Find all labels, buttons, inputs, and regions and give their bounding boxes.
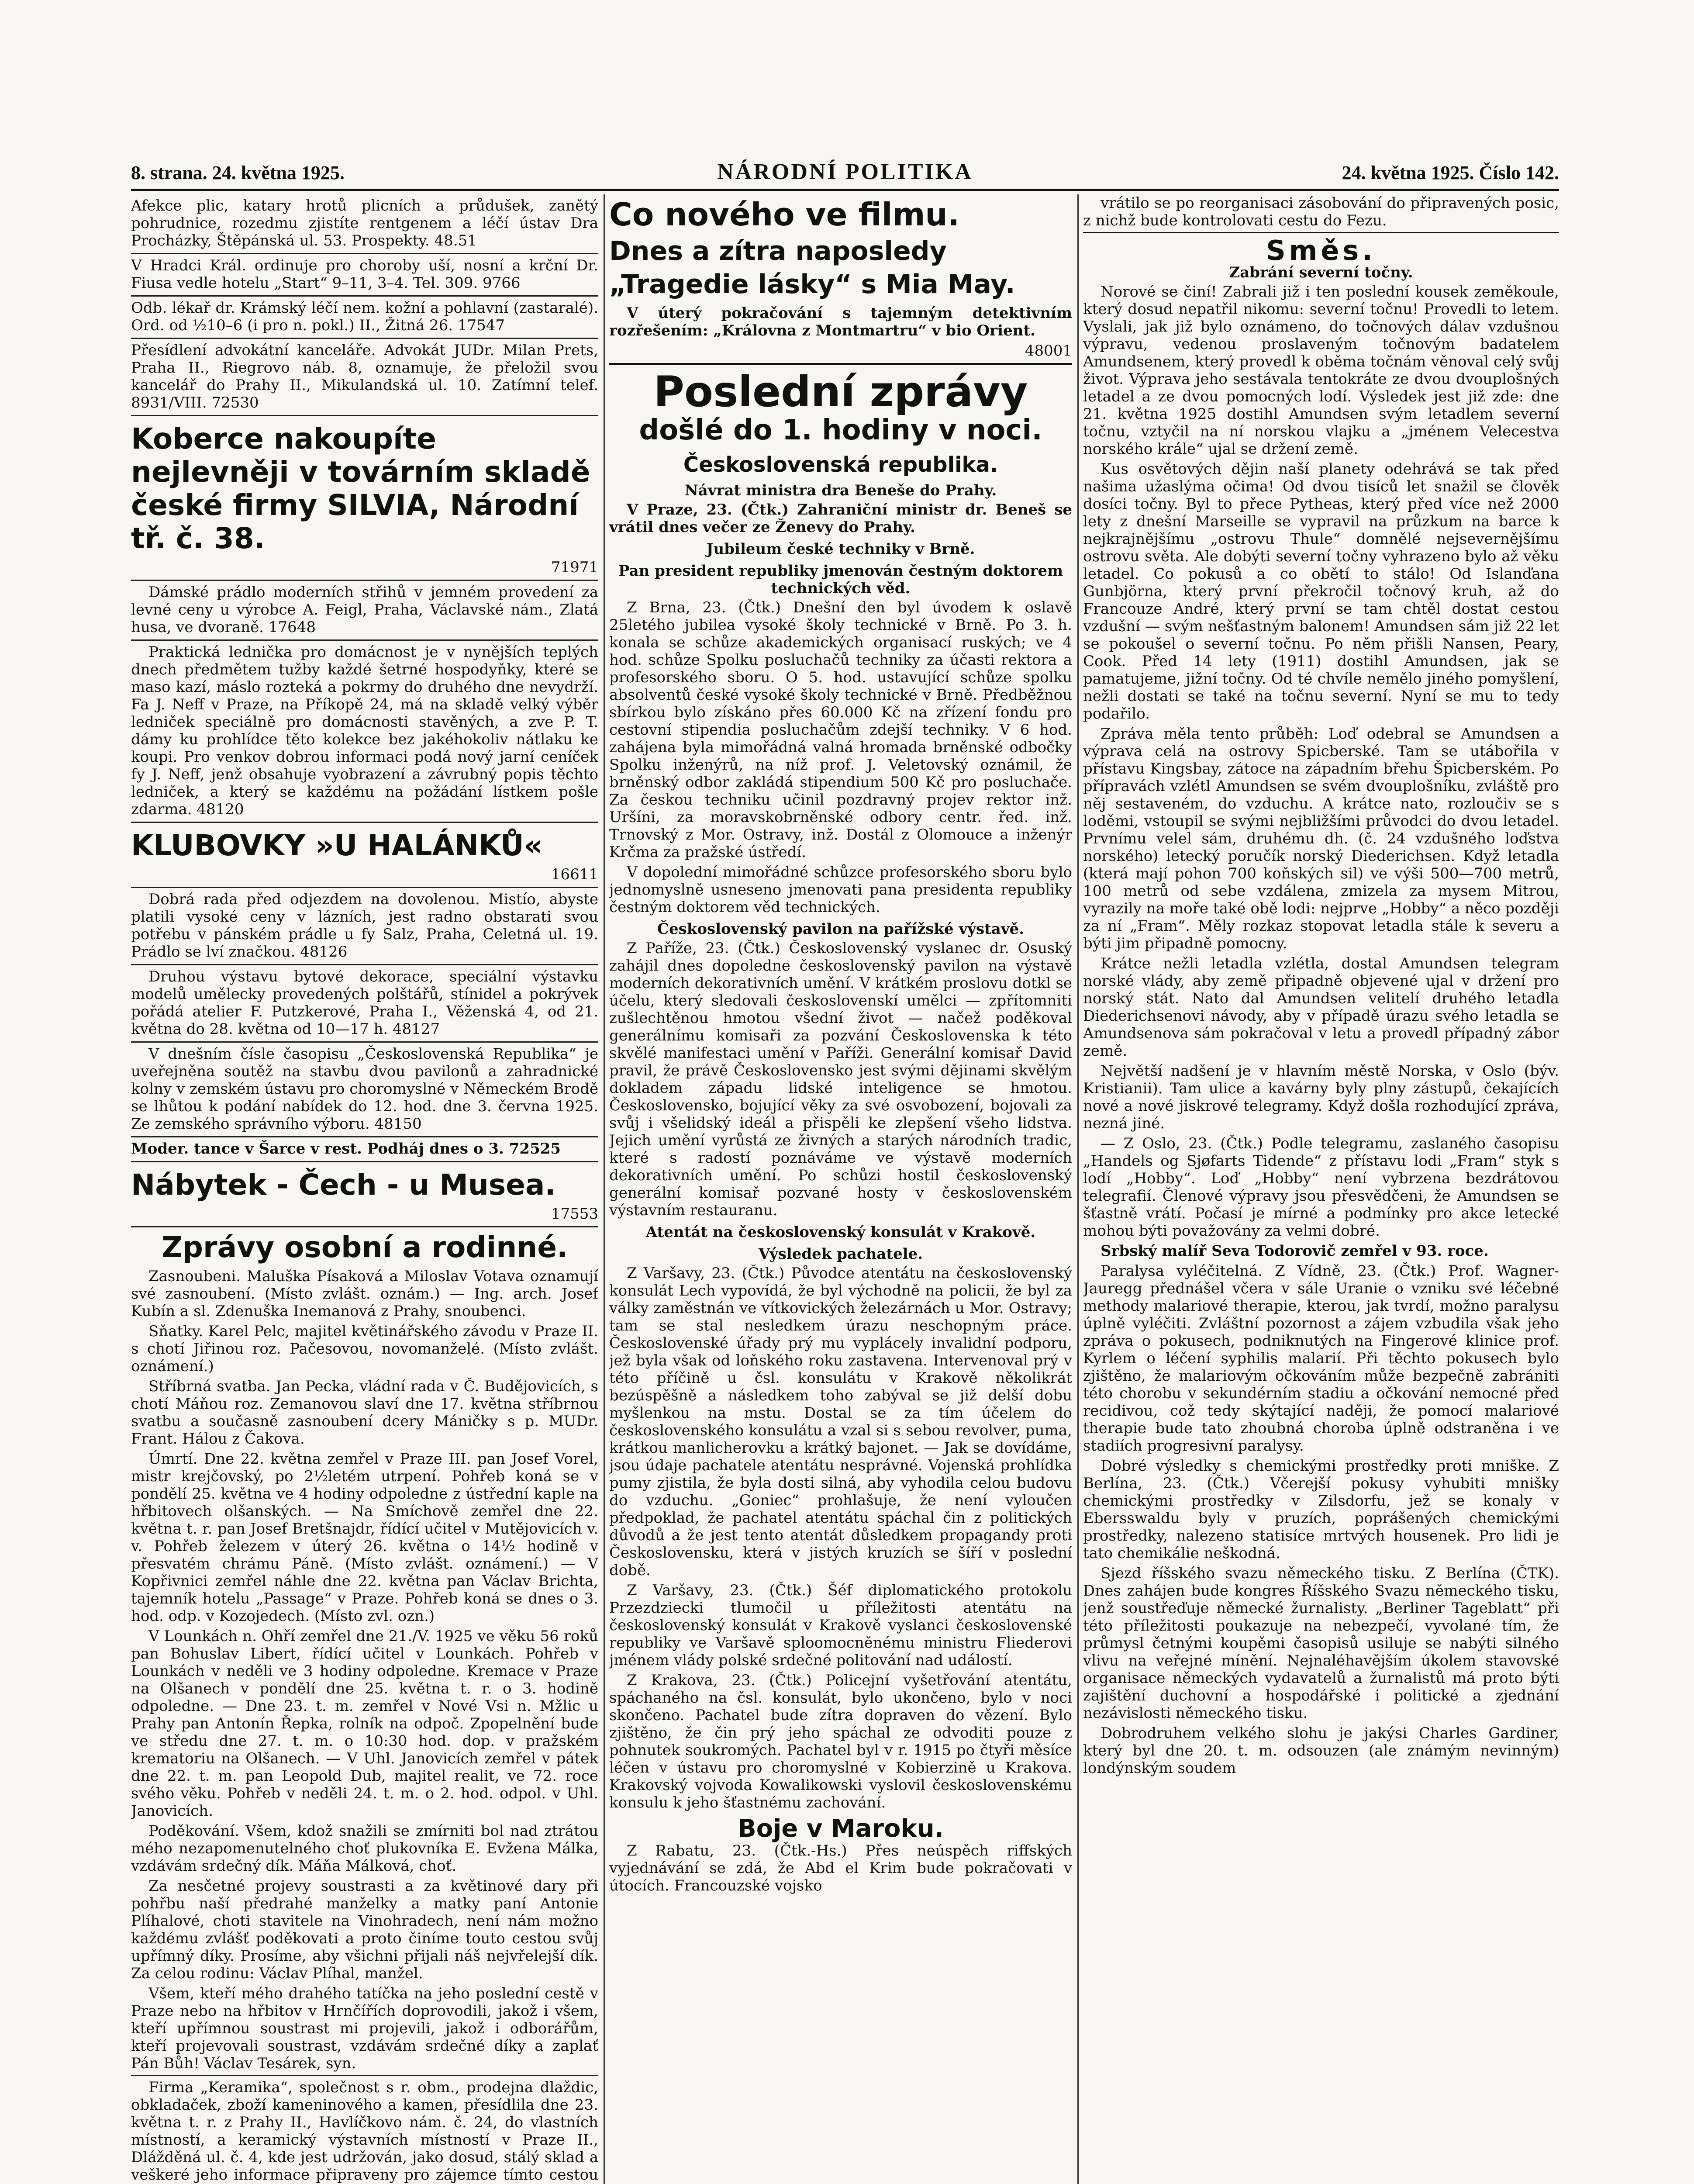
- masthead: NÁRODNÍ POLITIKA: [717, 159, 973, 184]
- article-text: Krátce nežli letadla vzlétla, dostal Amundsen telegram norské vlády, aby země připadně objevené ujal v držení pro norský stát. Nato dal Amundsen velitelí druhého letadla Diederichsenovi návody, aby v případě úrazu svého letadla se Amundsenova sám pokračoval v letu a provedl případný zábor země.: [1083, 955, 1559, 1060]
- classified-ad: Odb. lékař dr. Krámský léčí nem. kožní a pohlavní (zastaralé). Ord. od ½10–6 (i pro n. pokl.) II., Žitná 26. 17547: [131, 297, 598, 339]
- film-text: V úterý pokračování s tajemným detektivním rozřešením: „Královna z Montmartru“ v bio Orient.: [609, 304, 1072, 339]
- film-tragedie: Dnes a zítra naposledy „Tragedie lásky“ s Mia May.: [609, 236, 1015, 300]
- keramika-ad: Firma „Keramika“, společnost s r. obm., prodejna dlaždic, obkladaček, zboží kameninového a kamen, přesídlila dne 23. května t. r. z Prahy II., Havlíčkovo nám. č. 24, do vlastních místností, a keramický výstavních místností v Praze II., Dlážděná ul. č. 4, kde jest udržován, jako dosud, stálý sklad a veškeré jeho informace připraveny pro zájemce tímto cestou: [131, 2075, 598, 2184]
- notice: Poděkování. Všem, kdož snažili se zmírniti bol nad ztrátou mého nezapomenutelného choť plukovníka E. Evžena Málka, vzdávám srdečný dík. Máňa Málková, choť.: [131, 1822, 598, 1875]
- article-headline: Jubileum české techniky v Brně.: [706, 540, 975, 558]
- article-text: Z Krakova, 23. (Čtk.) Policejní vyšetřování atentátu, spáchaného na čsl. konsulát, bylo ukončeno, bylo v noci skončeno. Pachatel bude zítra dopraven do vězení. Bylo zjištěno, že čin prý jeho spáchal ze odvoditi pouze z pohnutek soukromých. Pachatel byl v r. 1915 po čtyři měsíce léčen v ústavu pro choromyslné v Kobierzině u Krakova. Krakovský vojvoda Kowalikowski vyslovil československému konsulu k jeho šťastnému zachování.: [609, 1672, 1072, 1811]
- dobra-rada-ad: Dobrá rada před odjezdem na dovolenou. Mistío, abyste platili vysoké ceny v lázních, jest radno obstarati svou potřebu v pánském prádle u fy Salz, Praha, Celetná ul. 19. Prádlo se lví značkou. 48126: [131, 888, 598, 965]
- article-headline: Československý pavilon na pařížské výstavě.: [657, 920, 1025, 938]
- article-text: Z Paříže, 23. (Čtk.) Československý vyslanec dr. Osuský zahájil dnes dopoledne československý pavilon na výstavě moderních dekorativních umění. V krátkém proslovu dotkl se účelu, který sledovali československí umělci — zpřítomniti zušlechtěnou hmotou všední život — načež poděkoval generálnímu komisaři za pozvání Československa k této skvělé manifestaci umění v Paříži. Generální komisař David pravil, že právě Československo jest svými dějinami skvělým dokladem západu lidské inteligence se hmotou. Československo, bojující věky za své osvobození, bojovali za svůj i všelidský ideál a přispěli ke zlepšení všeho lidstva. Jejich umění vyrůstá ze živných a starých národních tradic, které s radostí poznáváme ve výstavě moderních dekorativních umění. Po schůzi hostil československý generální komisař pozvané hosty v československém výstavním restauranu.: [609, 940, 1072, 1219]
- article-text: Z Varšavy, 23. (Čtk.) Původce atentátu na československý konsulát Lech vypovídá, že byl východně na policii, že byl za války zaměstnán ve vítkovických železárnách u Mor. Ostravy; tam se stal nesledkem úrazu neschopným práce. Československé úřady prý mu vyplácely invalidní podporu, jež byla však od loňského roku zastavena. Intervenoval prý v této příčině u čsl. konsulátu v Krakově několikrát bezúspěšně a následkem toho zabýval se již delší dobu myšlenkou na mstu. Dostal se za tím účelem do československého konsulátu a vzal si s sebou revolver, puma, krátkou manlicherovku a krátký bajonet. — Jak se dovídáme, jsou údaje pachatele atentátu nesprávné. Vojenská prohlídka pumy zjistila, že byla dosti silná, aby vyhodila celou budovu do vzduchu. „Goniec“ prohlašuje, že není vyloučen předpoklad, že pachatel atentátu spáchal čin z politických důvodů a že jest tento atentát důsledkem propagandy proti Československu, která v jistých kruzích se šíří v poslední době.: [609, 1265, 1072, 1579]
- header-right: 24. května 1925. Číslo 142.: [1342, 162, 1559, 183]
- brief-item: Srbský malíř Seva Todorovič zemřel v 93. roce.: [1101, 1242, 1489, 1260]
- article-text: Norové se činí! Zabrali již i ten poslední kousek zeměkoule, který dosud nepatřil nikomu: severní točnu! Provedli to letem. Vyslali, jak již bylo oznámeno, do točnových dálav vzdušnou výpravu, vedenou proslaveným točnovým badatelem Amundsenem, který provedl k oběma točnám věnoval celý svůj život. Výprava jeho sestávala tentokráte ze dvou dvouplošných letadel a ze dvou pomocných lodí. Výsledek jest již zde: dne 21. května 1925 dostihl Amundsen svým letadlem severní točnu, vztyčil na ní norskou vlajku a „jménem Velecestva norského krále“ ujal se držení země.: [1083, 283, 1559, 458]
- lednicka-ad: Praktická lednička pro domácnost je v nynějších teplých dnech předmětem tužby každé šetrné hospodyňky, které se maso kazí, máslo rozteká a pokrmy do druhého dne nevydrží. Fa J. Neff v Praze, na Příkopě 24, má na skladě velký výběr ledniček speciálně pro domácnosti stavěných, a zve P. T. dámy ku prohlídce těto kolekce bez jakéhokoliv nátlaku ke koupi. Pro venkov dobrou informaci podá nový jarní ceníček fy J. Neff, jenž obsahuje vyobrazení a závrubný popis těchto ledniček, a který se každému na požádání lístkem pošle zdarma. 48120: [131, 641, 598, 823]
- pradlo-ad: Dámské prádlo moderních střihů v jemném provedení za levné ceny u výrobce A. Feigl, Praha, Václavské nám., Zlatá husa, ve dvoraně. 17648: [131, 581, 598, 641]
- late-news-title: Poslední zprávy: [653, 367, 1028, 416]
- brief-item: Dobrodruhem velkého slohu je jakýsi Charles Gardiner, který byl dne 20. t. m. odsouzen (ale známým nevinným) londýnským soudem: [1083, 1724, 1559, 1777]
- notice: V Lounkách n. Ohří zemřel dne 21./V. 1925 ve věku 56 roků pan Bohuslav Libert, řídící učitel v Lounkách. Pohřeb v Lounkách v neděli ve 3 hodiny odpoledne. Kremace v Praze na Olšanech v pondělí dne 25. května t. r. o 3. hodině odpoledne. — Dne 23. t. m. zemřel v Nové Vsi n. Mžlic u Prahy pan Antonín Řepka, rolník na odpoč. Zpopelnění bude ve středu dne 27. t. m. o 10:30 hod. dop. v pražském krematoriu na Olšanech. — V Uhl. Janovicích zemřel v pátek dne 22. t. m. pan Leopold Dub, majitel realit, ve 72. roce svého věku. Pohřeb v neděli 24. t. m. o 2. hod. odpol. v Uhl. Janovicích.: [131, 1628, 598, 1820]
- article-text: V dopolední mimořádné schůzce profesorského sboru bylo jednomyslně usneseno jmenovati pana presidenta republiky čestným doktorem věd technických.: [609, 864, 1072, 916]
- casopis-ad: V dnešním čísle časopisu „Československá Republika“ je uveřejněna soutěž na stavbu dvou pavilonů a zahradnické kolny v zemském ústavu pro choromyslné v Německém Brodě se lhůtou k podání nabídek do 12. hod. dne 3. června 1925. Ze zemského správního výboru. 48150: [131, 1043, 598, 1137]
- klubovky-headline: KLUBOVKY »U HALÁNKŮ«: [131, 829, 543, 862]
- article-headline: Boje v Maroku.: [738, 1814, 944, 1843]
- classified-ad: Afekce plic, katary hrotů plicních a průdušek, zanětý pohrudnice, rozedmu zjistíte rentgenem a léčí ústav Dra Procházky, Štěpánská ul. 53. Prospekty. 48.51: [131, 194, 598, 254]
- notice: Všem, kteří mého drahého tatíčka na jeho poslední cestě v Praze nebo na hřbitov v Hrnčířích doprovodili, jakož i všem, kteří upřímnou soustrast mi projevili, jakož i odborářům, kteří projevovali soustrast, vzdávám srdečné díky a zaplať Pán Bůh! Václav Tesárek, syn.: [131, 1985, 598, 2072]
- nabytek-ad: [131, 1162, 598, 1227]
- article-headline: Atentát na československý konsulát v Krakově.: [645, 1223, 1036, 1241]
- late-news-subtitle: došlé do 1. hodiny v noci.: [639, 414, 1042, 446]
- article-text: Největší nadšení je v hlavním městě Norska, v Oslo (býv. Kristianii). Tam ulice a kavárny byly plny zástupů, čekajících nové a nové jiskrové telegramy. Když došla rozhodující zpráva, nezná jiné.: [1083, 1062, 1559, 1132]
- article-text: V Praze, 23. (Čtk.) Zahraniční ministr dr. Beneš se vrátil dnes večer ze Ženevy do Prahy.: [609, 501, 1072, 536]
- divider: [609, 363, 1072, 365]
- header-left: 8. strana. 24. května 1925.: [131, 162, 345, 183]
- column-2: [609, 194, 1072, 2184]
- ad-code: 48001: [1025, 342, 1072, 359]
- article-text: vrátilo se po reorganisaci zásobování do připravených posic, z nichž bude kontrolovati cestu do Fezu.: [1083, 194, 1559, 229]
- nabytek-headline: Nábytek - Čech - u Musea.: [131, 1168, 556, 1202]
- section-heading: Československá republika.: [683, 453, 998, 477]
- notice: Zasnoubeni. Maluška Písaková a Miloslav Votava oznamují své zasnoubení. (Místo zvlášt. oznám.) — Ing. arch. Josef Kubín a sl. Zdenuška Inemanová z Prahy, snoubenci.: [131, 1268, 598, 1320]
- tance-ad: Moder. tance v Šarce v rest. Podháj dnes o 3. 72525: [131, 1137, 598, 1162]
- brief-item: Dobré výsledky s chemickými prostředky proti mniške. Z Berlína, 23. (Čtk.) Včerejší pokusy vyhubiti mnišky chemickými prostředky v Zilsdorfu, jež se konaly v Ebersswaldu byly v pruzích, poprášených chemickými prostředky, nalezeno statisíce mrtvých housenek. Pro lidi je tato chemikálie neškodná.: [1083, 1457, 1559, 1562]
- classified-ad: Přesídlení advokátní kanceláře. Advokát JUDr. Milan Prets, Praha II., Riegrovo náb. 8, oznamuje, že přeložil svou kancelář do Prahy II., Mikulandská ul. 10. Zatímní telef. 8931/VIII. 72530: [131, 339, 598, 416]
- brief-item: Paralysa vyléčitelná. Z Vídně, 23. (Čtk.) Prof. Wagner-Jauregg přednášel včera v sále Uranie o vzniku své léčebné methody malariové therapie, kterou, jak tvrdí, možno paralysu úplně vyléčiti. Zvláštní pozornost a zájem vzbudila však jeho zpráva o pokusech, podniknutých na Fingerové klinice prof. Kyrlem o léčení syphilis malarií. Při těchto pokusech bylo zjištěno, že malariovým očkováním může bezpečně zabrániti této chorobu v sekundérním stadiu a očkování nemocné před recidivou, což tedy skýtající naději, že pomocí malariové therapie bude tato zhoubná choroba úplně odstraněna i ve stadiích progresivní paralysy.: [1083, 1262, 1559, 1455]
- ad-code: 71971: [551, 559, 598, 576]
- notice: Sňatky. Karel Pelc, majitel květinářského závodu v Praze II. s chotí Jiřinou roz. Pačesovou, novomanželé. (Místo zvlášt. oznámení.): [131, 1323, 598, 1375]
- article-text: Zpráva měla tento průběh: Loď odebral se Amundsen a výprava celá na ostrovy Spicberské. Tam se utábořila v přístavu Kingsbay, zátoce na západním břehu Špicberském. Po přípravách vzlétl Amundsen se svém dvouplošníku, zvláště pro něj sestaveném, do vzduchu. A krátce nato, rozloučiv se s loděmi, vstoupil se svými nejbližšími průvodci do dvou letadel. Prvnímu velel sám, druhému dh. (č. 24 vzdušného loďstva norského) letecký poručík norský Diederichsen. Když letadla (která mají pohon 700 koňských sil) ve výši 500—700 metrů, 100 metrů od sebe vzdálena, zmizela za mysem Mitrou, vyrazily na moře také obě lodi: nejprve „Hobby“ a něco později za ní „Fram“. Měly rozkaz stopovat letadla stále k severu a býti jim připadně pomocny.: [1083, 725, 1559, 952]
- film-headline: Co nového ve filmu.: [609, 196, 960, 233]
- ad-code: 16611: [551, 866, 598, 883]
- column-3: [1083, 194, 1559, 2184]
- brief-item: Sjezd říšského svazu německého tisku. Z Berlína (ČTK). Dnes zahájen bude kongres Říšského Svazu německého tisku, jenž soustřeďuje německé žurnalisty. „Berliner Tageblatt“ při této příležitosti poukazuje na nebezpečí, vyvolané tím, že průmysl četnými koupěmi časopisů usiluje se nabýti silného vlivu na veřejné mínění. Nejnaléhavějším úkolem stavovské organisace německých vydavatelů a žurnalistů má proto býti zajištění duchovní a hospodářské i politické a zjednání nezávislosti německého tisku.: [1083, 1565, 1559, 1722]
- druhou-ad: Druhou výstavu bytové dekorace, speciální výstavku modelů umělecky provedených polštářů, stínidel a pokrývek pořádá atelier F. Putzkerové, Praha I., Věženská 4, od 21. května do 28. května od 10—17 h. 48127: [131, 965, 598, 1043]
- notice: Za nesčetné projevy soustrasti a za květinové dary při pohřbu naší předrahé manželky a matky paní Antonie Plíhalové, choti stavitele na Vinohradech, není nám možno každému zvlášť poděkovati a proto činíme touto cestou svůj upřímný díky. Prosíme, aby všichni přijali náš nejvřelejší dík. Za celou rodinu: Václav Plíhal, manžel.: [131, 1877, 598, 1982]
- section-heading: Směs.: [1266, 235, 1376, 266]
- notice: Úmrtí. Dne 22. května zemřel v Praze III. pan Josef Vorel, mistr krejčovský, po 2½letém utrpení. Pohřeb koná se v pondělí 25. května ve 4 hodiny odpoledne z ústřední kaple na hřbitovech olšanských. — Na Smíchově zemřel dne 22. května t. r. pan Josef Bretšnajdr, řídící učitel v Mutějovicích v. v. Pohřeb železem v úterý 26. května o 14½ hodině v přesvatém chrámu Páně. (Místo zvlášt. oznámení.) — V Kopřivnici zemřel náhle dne 22. května pan Václav Brichta, tajemník hotelu „Passage“ v Praze. Pohřeb koná se dnes o 3. hod. odp. v Kozojedech. (Místo zvl. ozn.): [131, 1450, 598, 1625]
- ad-code: 17553: [551, 1205, 598, 1223]
- koberce-headline: Koberce nakoupíte nejlevněji v továrním skladě české firmy SILVIA, Národní tř. č. 38.: [131, 422, 590, 555]
- article-text: Kus osvětových dějin naší planety odehrává se tak před našima užaslýma očima! Od dvou tisíců let snažil se člověk dosíci točny. Byl to přece Pytheas, který před více než 2000 lety z dnešní Marseille se vypravil na průzkum na barce k nejkrajnějšímu „ostrovu Thule“ domnělé nejsevernějšímu ostrovu světa. Ale dobýti severní točny vyhrazeno bylo až věku letadel. Co pokusů a co obětí to stálo! Od Islanďana Gunbjörna, který první překročil točnový kruh, až do Francouze André, který první se tam chtěl dostat cestou vzdušní — svým nešťastným balonem! Amundsen sám již 22 let se pokoušel o severní točnu. Po něm přišli Nansen, Peary, Cook. Před 14 lety (1911) dostihl Amundsen, jak se pamatujeme, jižní točny. Od té chvíle nemělo jiného pomyšlení, nežli dostati se také na točnu severní. Nyní se mu to tedy podařilo.: [1083, 460, 1559, 722]
- article-text: Z Brna, 23. (Čtk.) Dnešní den byl úvodem k oslavě 25letého jubilea vysoké školy technické v Brně. Po 3. h. konala se schůze akademických organisací ruských; ve 4 hod. schůze Spolku posluchačů techniky za účasti rektora a profesorského sboru. O 5. hod. ustavující schůze spolku absolventů české vysoké školy technické v Brně. Předběžnou sbírkou bylo získáno přes 60.000 Kč na zřízení fondu pro cestovní stipendia posluchačům zdejší techniky. V 6 hod. zahájena byla mimořádná valná hromada brněnské odbočky Spolku inženýrů, na níž prof. J. Veletovský oznámil, že brněnský odbor zakládá stipendium 500 Kč pro posluchače. Za českou techniku učinil pozdravný projev rektor inž. Uršíni, za moravskobrněnské odbory centr. řed. inž. Trnovský z Mor. Ostravy, inž. Dostál z Olomouce a inženýr Krčma za pražské ústředí.: [609, 599, 1072, 861]
- column-divider: [1077, 194, 1079, 2184]
- article-subheadline: Výsledek pachatele.: [758, 1245, 923, 1263]
- article-text: Z Rabatu, 23. (Čtk.-Hs.) Přes neúspěch riffských vyjednávání se zdá, že Abd el Krim bude pokračovati v útocích. Francouzské vojsko: [609, 1842, 1072, 1894]
- article-headline: Návrat ministra dra Beneše do Prahy.: [684, 482, 997, 499]
- header-rule: [131, 189, 1559, 191]
- page-header: [131, 157, 1559, 188]
- article-text: Z Varšavy, 23. (Čtk.) Šéf diplomatického protokolu Przezdziecki tlumočil u příležitosti atentátu na československý konsulát v Krakově vyslanci československé republiky ve Varšavě sploomocněnému ministru Fliederovi jménem vlády polské srdečné politování nad událostí.: [609, 1582, 1072, 1669]
- section-heading: Zprávy osobní a rodinné.: [161, 1230, 568, 1264]
- article-headline: Zabrání severní točny.: [1229, 264, 1413, 281]
- column-1: [131, 194, 598, 2184]
- classified-ad: V Hradci Král. ordinuje pro choroby uší, nosní a krční Dr. Fiusa vedle hotelu „Start“ 9–11, 3–4. Tel. 309. 9766: [131, 254, 598, 297]
- koberce-ad: [131, 416, 598, 581]
- column-divider: [604, 194, 605, 2184]
- notice: Stříbrná svatba. Jan Pecka, vládní rada v Č. Budějovicích, s chotí Máňou roz. Zemanovou slaví dne 17. května stříbrnou svatbu a současně zasnoubení dcery Máničky s p. MUDr. Frant. Hálou z Čakova.: [131, 1378, 598, 1448]
- klubovky-ad: [131, 823, 598, 888]
- divider: [1083, 232, 1559, 233]
- article-text: — Z Oslo, 23. (Čtk.) Podle telegramu, zaslaného časopisu „Handels og Sjøfarts Tidende“ z přístavu lodi „Fram“ styk s lodí „Hobby“. Loď „Hobby“ není vybrzena bezdrátovou telegrafií. Členové výpravy jsou přesvědčeni, že Amundsen se šťastně vrátí. Počasí je mírné a podmínky pro akce letecké mohou býti považovány za velmi dobré.: [1083, 1135, 1559, 1240]
- article-subheadline: Pan president republiky jmenován čestným doktorem technických věd.: [618, 562, 1063, 597]
